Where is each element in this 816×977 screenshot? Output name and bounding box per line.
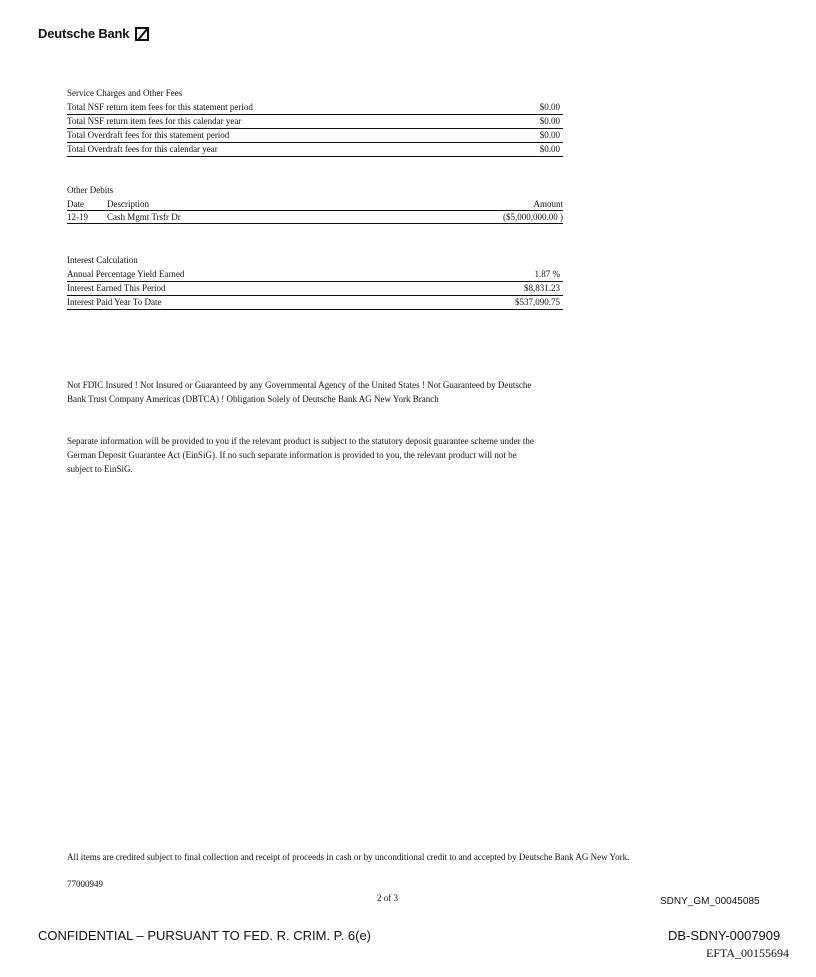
fee-row (67, 115, 563, 129)
deutsche-bank-slash-icon (135, 27, 149, 41)
fee-value: $0.00 (539, 102, 560, 112)
efta-number: EFTA_00155694 (706, 946, 790, 960)
fee-value: $0.00 (539, 144, 560, 154)
interest-label: Annual Percentage Yield Earned (67, 269, 185, 279)
interest-row (67, 282, 563, 296)
interest-value: 1.87 % (534, 269, 560, 279)
column-header-description: Description (107, 199, 149, 209)
interest-row (67, 296, 563, 310)
bank-logo (38, 26, 149, 41)
fee-row (67, 143, 563, 157)
fee-label: Total Overdraft fees for this statement period (67, 130, 230, 140)
interest-label: Interest Paid Year To Date (67, 297, 162, 307)
credit-note: All items are credited subject to final collection and receipt of proceeds in cash or by unconditional credit to and accepted by Deutsche Bank AG New York. (67, 852, 630, 862)
debit-date: 12-19 (67, 212, 88, 222)
fee-row (67, 129, 563, 143)
fee-label: Total Overdraft fees for this calendar year (67, 144, 218, 154)
fee-label: Total NSF return item fees for this statement period (67, 102, 253, 112)
interest-value: $537,090.75 (515, 297, 560, 307)
service-charges-section (67, 88, 563, 157)
table-header (67, 198, 563, 211)
section-title: Other Debits (67, 185, 114, 195)
fee-value: $0.00 (539, 130, 560, 140)
interest-row (67, 268, 563, 282)
fee-row (67, 101, 563, 115)
fee-value: $0.00 (539, 116, 560, 126)
bates-number: SDNY_GM_00045085 (660, 896, 760, 907)
fee-label: Total NSF return item fees for this calendar year (67, 116, 242, 126)
section-title: Service Charges and Other Fees (67, 88, 183, 98)
fdic-disclaimer: Not FDIC Insured ! Not Insured or Guaranteed by any Governmental Agency of the United States ! Not Guaranteed by Deutsche Bank Trust Company Americas (DBTCA) ! Obligation Solely of Deutsche Bank AG New York Branch (67, 380, 532, 404)
einsig-disclaimer: Separate information will be provided to you if the relevant product is subject to the statutory deposit guarantee scheme under the German Deposit Guarantee Act (EinSiG). If no such separate information is provided to you, the relevant product will not be subject to EinSiG. (67, 436, 534, 474)
bank-name: Deutsche Bank (38, 26, 130, 41)
interest-section (67, 255, 563, 310)
column-header-amount: Amount (533, 199, 563, 209)
section-title: Interest Calculation (67, 255, 138, 265)
other-debits-section (67, 185, 563, 224)
column-header-date: Date (67, 199, 84, 209)
confidential-notice: CONFIDENTIAL – PURSUANT TO FED. R. CRIM. P. 6(e) (38, 928, 372, 943)
interest-label: Interest Earned This Period (67, 283, 166, 293)
statement-code: 77000949 (67, 879, 103, 889)
table-row (67, 211, 563, 224)
debit-amount: ($5,000,000.00 ) (503, 212, 563, 222)
debit-description: Cash Mgmt Trsfr Dr (107, 212, 181, 222)
page-number: 2 of 3 (377, 893, 398, 903)
interest-value: $8,831.23 (524, 283, 560, 293)
db-sdny-number: DB-SDNY-0007909 (668, 928, 781, 943)
